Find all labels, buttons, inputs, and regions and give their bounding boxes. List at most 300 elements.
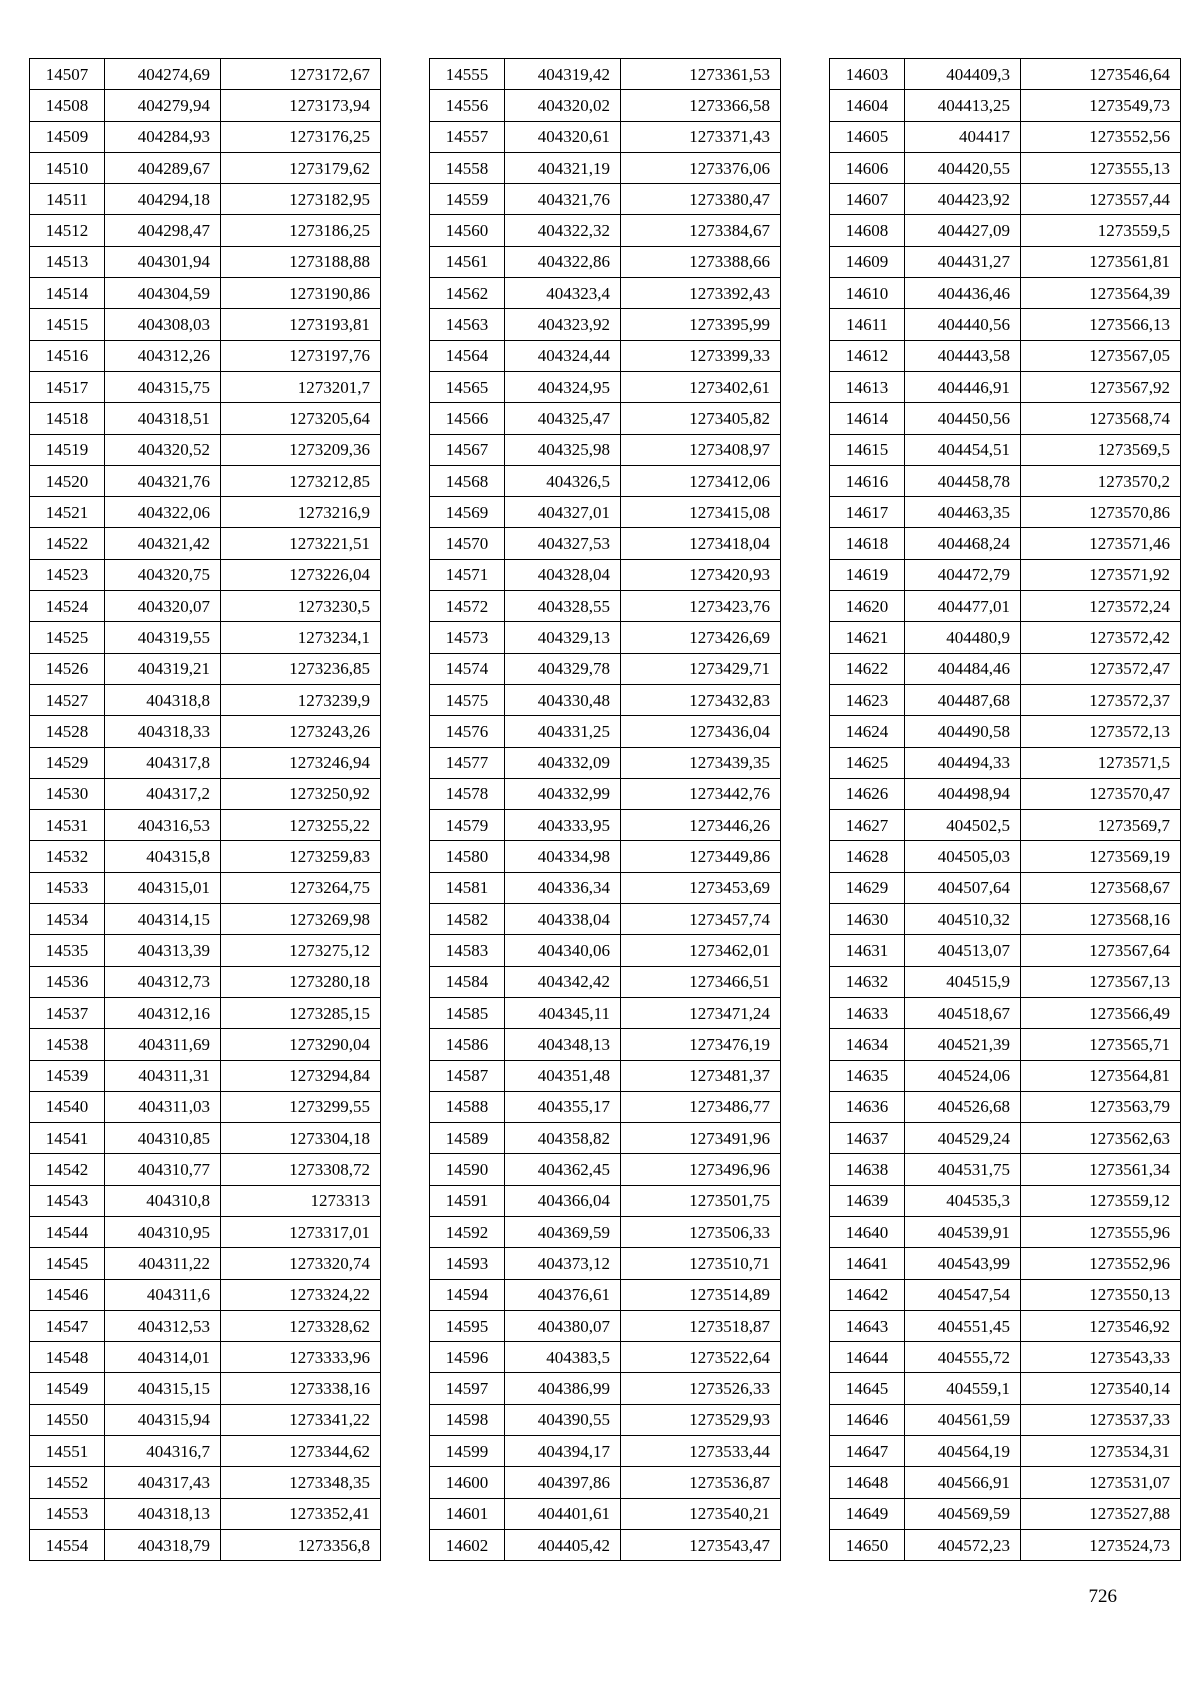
table-row	[30, 1091, 381, 1122]
y-coordinate-cell: 1273201,7	[221, 371, 381, 402]
x-coordinate-cell: 404314,01	[105, 1342, 221, 1373]
x-coordinate-cell: 404324,95	[505, 371, 621, 402]
y-coordinate-cell: 1273423,76	[621, 591, 781, 622]
point-number-cell: 14540	[30, 1091, 105, 1122]
y-coordinate-cell: 1273561,81	[1021, 246, 1181, 277]
x-coordinate-cell: 404315,15	[105, 1373, 221, 1404]
y-coordinate-cell: 1273402,61	[621, 371, 781, 402]
x-coordinate-cell: 404315,94	[105, 1404, 221, 1435]
y-coordinate-cell: 1273294,84	[221, 1060, 381, 1091]
y-coordinate-cell: 1273568,74	[1021, 403, 1181, 434]
x-coordinate-cell: 404535,3	[905, 1185, 1021, 1216]
x-coordinate-cell: 404317,2	[105, 778, 221, 809]
table-row	[830, 591, 1181, 622]
x-coordinate-cell: 404284,93	[105, 121, 221, 152]
point-number-cell: 14604	[830, 90, 905, 121]
y-coordinate-cell: 1273571,5	[1021, 747, 1181, 778]
table-row	[30, 278, 381, 309]
y-coordinate-cell: 1273344,62	[221, 1436, 381, 1467]
point-number-cell: 14566	[430, 403, 505, 434]
y-coordinate-cell: 1273193,81	[221, 309, 381, 340]
table-row	[30, 434, 381, 465]
table-row	[30, 1279, 381, 1310]
table-row	[430, 1342, 781, 1373]
y-coordinate-cell: 1273197,76	[221, 340, 381, 371]
point-number-cell: 14610	[830, 278, 905, 309]
point-number-cell: 14616	[830, 465, 905, 496]
x-coordinate-cell: 404320,02	[505, 90, 621, 121]
point-number-cell: 14517	[30, 371, 105, 402]
point-number-cell: 14508	[30, 90, 105, 121]
point-number-cell: 14561	[430, 246, 505, 277]
y-coordinate-cell: 1273531,07	[1021, 1467, 1181, 1498]
table-row	[830, 1123, 1181, 1154]
table-row	[430, 747, 781, 778]
table-row	[830, 371, 1181, 402]
table-row	[30, 1216, 381, 1247]
y-coordinate-cell: 1273501,75	[621, 1185, 781, 1216]
y-coordinate-cell: 1273549,73	[1021, 90, 1181, 121]
point-number-cell: 14526	[30, 653, 105, 684]
point-number-cell: 14625	[830, 747, 905, 778]
table-row	[830, 935, 1181, 966]
point-number-cell: 14577	[430, 747, 505, 778]
x-coordinate-cell: 404325,98	[505, 434, 621, 465]
y-coordinate-cell: 1273534,31	[1021, 1436, 1181, 1467]
table-row	[430, 966, 781, 997]
point-number-cell: 14645	[830, 1373, 905, 1404]
table-row	[430, 246, 781, 277]
table-row	[30, 371, 381, 402]
table-row	[30, 684, 381, 715]
point-number-cell: 14588	[430, 1091, 505, 1122]
point-number-cell: 14543	[30, 1185, 105, 1216]
y-coordinate-cell: 1273299,55	[221, 1091, 381, 1122]
point-number-cell: 14619	[830, 559, 905, 590]
point-number-cell: 14593	[430, 1248, 505, 1279]
table-row	[30, 1498, 381, 1529]
table-row	[430, 1060, 781, 1091]
point-number-cell: 14559	[430, 184, 505, 215]
point-number-cell: 14521	[30, 497, 105, 528]
table-row	[830, 747, 1181, 778]
y-coordinate-cell: 1273481,37	[621, 1060, 781, 1091]
y-coordinate-cell: 1273559,5	[1021, 215, 1181, 246]
x-coordinate-cell: 404345,11	[505, 997, 621, 1028]
y-coordinate-cell: 1273572,37	[1021, 684, 1181, 715]
x-coordinate-cell: 404487,68	[905, 684, 1021, 715]
y-coordinate-cell: 1273476,19	[621, 1029, 781, 1060]
x-coordinate-cell: 404543,99	[905, 1248, 1021, 1279]
x-coordinate-cell: 404409,3	[905, 59, 1021, 90]
x-coordinate-cell: 404366,04	[505, 1185, 621, 1216]
table-row	[430, 1091, 781, 1122]
table-row	[30, 747, 381, 778]
x-coordinate-cell: 404498,94	[905, 778, 1021, 809]
y-coordinate-cell: 1273371,43	[621, 121, 781, 152]
x-coordinate-cell: 404413,25	[905, 90, 1021, 121]
x-coordinate-cell: 404325,47	[505, 403, 621, 434]
y-coordinate-cell: 1273436,04	[621, 716, 781, 747]
point-number-cell: 14586	[430, 1029, 505, 1060]
table-row	[830, 1216, 1181, 1247]
table-row	[830, 1404, 1181, 1435]
y-coordinate-cell: 1273537,33	[1021, 1404, 1181, 1435]
table-row	[830, 152, 1181, 183]
y-coordinate-cell: 1273471,24	[621, 997, 781, 1028]
x-coordinate-cell: 404531,75	[905, 1154, 1021, 1185]
x-coordinate-cell: 404318,8	[105, 684, 221, 715]
table-row	[30, 1029, 381, 1060]
x-coordinate-cell: 404559,1	[905, 1373, 1021, 1404]
table-row	[430, 403, 781, 434]
table-row	[30, 309, 381, 340]
x-coordinate-cell: 404472,79	[905, 559, 1021, 590]
point-number-cell: 14589	[430, 1123, 505, 1154]
x-coordinate-cell: 404362,45	[505, 1154, 621, 1185]
table-row	[30, 1404, 381, 1435]
table-row	[30, 152, 381, 183]
table-row	[30, 1123, 381, 1154]
table-row	[430, 1216, 781, 1247]
table-row	[430, 1404, 781, 1435]
x-coordinate-cell: 404380,07	[505, 1310, 621, 1341]
point-number-cell: 14620	[830, 591, 905, 622]
table-row	[30, 1373, 381, 1404]
point-number-cell: 14609	[830, 246, 905, 277]
table-row	[430, 90, 781, 121]
table-row	[430, 810, 781, 841]
y-coordinate-cell: 1273526,33	[621, 1373, 781, 1404]
table-row	[830, 778, 1181, 809]
point-number-cell: 14632	[830, 966, 905, 997]
x-coordinate-cell: 404524,06	[905, 1060, 1021, 1091]
point-number-cell: 14596	[430, 1342, 505, 1373]
x-coordinate-cell: 404322,06	[105, 497, 221, 528]
x-coordinate-cell: 404311,6	[105, 1279, 221, 1310]
point-number-cell: 14631	[830, 935, 905, 966]
y-coordinate-cell: 1273466,51	[621, 966, 781, 997]
y-coordinate-cell: 1273563,79	[1021, 1091, 1181, 1122]
table-row	[830, 1498, 1181, 1529]
x-coordinate-cell: 404547,54	[905, 1279, 1021, 1310]
y-coordinate-cell: 1273179,62	[221, 152, 381, 183]
table-row	[830, 653, 1181, 684]
y-coordinate-cell: 1273418,04	[621, 528, 781, 559]
table-row	[830, 684, 1181, 715]
table-row	[430, 1529, 781, 1560]
x-coordinate-cell: 404311,69	[105, 1029, 221, 1060]
point-number-cell: 14611	[830, 309, 905, 340]
y-coordinate-cell: 1273304,18	[221, 1123, 381, 1154]
y-coordinate-cell: 1273426,69	[621, 622, 781, 653]
y-coordinate-cell: 1273173,94	[221, 90, 381, 121]
point-number-cell: 14578	[430, 778, 505, 809]
y-coordinate-cell: 1273457,74	[621, 904, 781, 935]
y-coordinate-cell: 1273317,01	[221, 1216, 381, 1247]
x-coordinate-cell: 404322,32	[505, 215, 621, 246]
point-number-cell: 14617	[830, 497, 905, 528]
x-coordinate-cell: 404376,61	[505, 1279, 621, 1310]
x-coordinate-cell: 404423,92	[905, 184, 1021, 215]
y-coordinate-cell: 1273226,04	[221, 559, 381, 590]
x-coordinate-cell: 404329,13	[505, 622, 621, 653]
table-row	[30, 935, 381, 966]
point-number-cell: 14520	[30, 465, 105, 496]
point-number-cell: 14544	[30, 1216, 105, 1247]
point-number-cell: 14531	[30, 810, 105, 841]
table-row	[30, 810, 381, 841]
y-coordinate-cell: 1273230,5	[221, 591, 381, 622]
table-row	[430, 559, 781, 590]
point-number-cell: 14584	[430, 966, 505, 997]
y-coordinate-cell: 1273356,8	[221, 1529, 381, 1560]
x-coordinate-cell: 404321,19	[505, 152, 621, 183]
point-number-cell: 14621	[830, 622, 905, 653]
point-number-cell: 14524	[30, 591, 105, 622]
point-number-cell: 14556	[430, 90, 505, 121]
y-coordinate-cell: 1273432,83	[621, 684, 781, 715]
page-number: 726	[1088, 1586, 1117, 1607]
table-row	[830, 1373, 1181, 1404]
x-coordinate-cell: 404390,55	[505, 1404, 621, 1435]
y-coordinate-cell: 1273570,47	[1021, 778, 1181, 809]
y-coordinate-cell: 1273320,74	[221, 1248, 381, 1279]
x-coordinate-cell: 404394,17	[505, 1436, 621, 1467]
x-coordinate-cell: 404289,67	[105, 152, 221, 183]
point-number-cell: 14569	[430, 497, 505, 528]
y-coordinate-cell: 1273333,96	[221, 1342, 381, 1373]
x-coordinate-cell: 404569,59	[905, 1498, 1021, 1529]
point-number-cell: 14603	[830, 59, 905, 90]
point-number-cell: 14638	[830, 1154, 905, 1185]
point-number-cell: 14608	[830, 215, 905, 246]
table-row	[30, 1467, 381, 1498]
point-number-cell: 14639	[830, 1185, 905, 1216]
y-coordinate-cell: 1273384,67	[621, 215, 781, 246]
table-row	[830, 1310, 1181, 1341]
coordinate-table-1	[29, 58, 381, 1561]
x-coordinate-cell: 404450,56	[905, 403, 1021, 434]
point-number-cell: 14560	[430, 215, 505, 246]
y-coordinate-cell: 1273572,24	[1021, 591, 1181, 622]
y-coordinate-cell: 1273555,96	[1021, 1216, 1181, 1247]
y-coordinate-cell: 1273567,05	[1021, 340, 1181, 371]
x-coordinate-cell: 404566,91	[905, 1467, 1021, 1498]
y-coordinate-cell: 1273246,94	[221, 747, 381, 778]
x-coordinate-cell: 404510,32	[905, 904, 1021, 935]
table-row	[30, 121, 381, 152]
y-coordinate-cell: 1273338,16	[221, 1373, 381, 1404]
table-row	[430, 184, 781, 215]
y-coordinate-cell: 1273570,2	[1021, 465, 1181, 496]
point-number-cell: 14592	[430, 1216, 505, 1247]
point-number-cell: 14548	[30, 1342, 105, 1373]
table-row	[430, 59, 781, 90]
table-row	[430, 215, 781, 246]
table-row	[430, 278, 781, 309]
x-coordinate-cell: 404446,91	[905, 371, 1021, 402]
table-row	[30, 90, 381, 121]
table-row	[30, 497, 381, 528]
point-number-cell: 14536	[30, 966, 105, 997]
x-coordinate-cell: 404310,8	[105, 1185, 221, 1216]
table-row	[830, 997, 1181, 1028]
x-coordinate-cell: 404317,8	[105, 747, 221, 778]
y-coordinate-cell: 1273522,64	[621, 1342, 781, 1373]
table-row	[830, 559, 1181, 590]
x-coordinate-cell: 404322,86	[505, 246, 621, 277]
point-number-cell: 14542	[30, 1154, 105, 1185]
y-coordinate-cell: 1273571,92	[1021, 559, 1181, 590]
x-coordinate-cell: 404369,59	[505, 1216, 621, 1247]
table-row	[430, 1154, 781, 1185]
point-number-cell: 14532	[30, 841, 105, 872]
point-number-cell: 14624	[830, 716, 905, 747]
x-coordinate-cell: 404328,55	[505, 591, 621, 622]
point-number-cell: 14591	[430, 1185, 505, 1216]
table-row	[430, 497, 781, 528]
point-number-cell: 14528	[30, 716, 105, 747]
x-coordinate-cell: 404312,16	[105, 997, 221, 1028]
point-number-cell: 14553	[30, 1498, 105, 1529]
point-number-cell: 14530	[30, 778, 105, 809]
table-row	[830, 215, 1181, 246]
x-coordinate-cell: 404334,98	[505, 841, 621, 872]
point-number-cell: 14581	[430, 872, 505, 903]
y-coordinate-cell: 1273188,88	[221, 246, 381, 277]
y-coordinate-cell: 1273566,13	[1021, 309, 1181, 340]
table-row	[830, 90, 1181, 121]
y-coordinate-cell: 1273568,16	[1021, 904, 1181, 935]
point-number-cell: 14507	[30, 59, 105, 90]
x-coordinate-cell: 404327,53	[505, 528, 621, 559]
y-coordinate-cell: 1273561,34	[1021, 1154, 1181, 1185]
table-row	[30, 340, 381, 371]
table-row	[830, 121, 1181, 152]
point-number-cell: 14587	[430, 1060, 505, 1091]
y-coordinate-cell: 1273341,22	[221, 1404, 381, 1435]
point-number-cell: 14613	[830, 371, 905, 402]
y-coordinate-cell: 1273564,39	[1021, 278, 1181, 309]
table-row	[830, 810, 1181, 841]
x-coordinate-cell: 404298,47	[105, 215, 221, 246]
x-coordinate-cell: 404515,9	[905, 966, 1021, 997]
point-number-cell: 14585	[430, 997, 505, 1028]
y-coordinate-cell: 1273552,56	[1021, 121, 1181, 152]
table-row	[430, 778, 781, 809]
table-row	[830, 1060, 1181, 1091]
table-row	[30, 653, 381, 684]
table-row	[30, 1060, 381, 1091]
point-number-cell: 14554	[30, 1529, 105, 1560]
point-number-cell: 14552	[30, 1467, 105, 1498]
x-coordinate-cell: 404572,23	[905, 1529, 1021, 1560]
y-coordinate-cell: 1273546,64	[1021, 59, 1181, 90]
table-row	[430, 716, 781, 747]
table-row	[30, 1248, 381, 1279]
x-coordinate-cell: 404316,53	[105, 810, 221, 841]
point-number-cell: 14535	[30, 935, 105, 966]
point-number-cell: 14606	[830, 152, 905, 183]
table-row	[30, 622, 381, 653]
x-coordinate-cell: 404494,33	[905, 747, 1021, 778]
y-coordinate-cell: 1273540,14	[1021, 1373, 1181, 1404]
table-row	[830, 716, 1181, 747]
table-row	[430, 1248, 781, 1279]
x-coordinate-cell: 404397,86	[505, 1467, 621, 1498]
table-row	[430, 309, 781, 340]
y-coordinate-cell: 1273518,87	[621, 1310, 781, 1341]
y-coordinate-cell: 1273567,64	[1021, 935, 1181, 966]
table-row	[30, 1185, 381, 1216]
point-number-cell: 14601	[430, 1498, 505, 1529]
table-row	[430, 152, 781, 183]
y-coordinate-cell: 1273510,71	[621, 1248, 781, 1279]
table-row	[30, 184, 381, 215]
y-coordinate-cell: 1273550,13	[1021, 1279, 1181, 1310]
x-coordinate-cell: 404373,12	[505, 1248, 621, 1279]
y-coordinate-cell: 1273182,95	[221, 184, 381, 215]
y-coordinate-cell: 1273506,33	[621, 1216, 781, 1247]
x-coordinate-cell: 404324,44	[505, 340, 621, 371]
point-number-cell: 14595	[430, 1310, 505, 1341]
table-row	[30, 59, 381, 90]
table-row	[430, 528, 781, 559]
x-coordinate-cell: 404440,56	[905, 309, 1021, 340]
y-coordinate-cell: 1273514,89	[621, 1279, 781, 1310]
point-number-cell: 14641	[830, 1248, 905, 1279]
x-coordinate-cell: 404336,34	[505, 872, 621, 903]
x-coordinate-cell: 404318,33	[105, 716, 221, 747]
x-coordinate-cell: 404539,91	[905, 1216, 1021, 1247]
x-coordinate-cell: 404490,58	[905, 716, 1021, 747]
y-coordinate-cell: 1273462,01	[621, 935, 781, 966]
table-row	[830, 1248, 1181, 1279]
y-coordinate-cell: 1273205,64	[221, 403, 381, 434]
x-coordinate-cell: 404358,82	[505, 1123, 621, 1154]
y-coordinate-cell: 1273569,7	[1021, 810, 1181, 841]
point-number-cell: 14627	[830, 810, 905, 841]
y-coordinate-cell: 1273572,42	[1021, 622, 1181, 653]
x-coordinate-cell: 404319,42	[505, 59, 621, 90]
table-row	[430, 1498, 781, 1529]
point-number-cell: 14545	[30, 1248, 105, 1279]
y-coordinate-cell: 1273255,22	[221, 810, 381, 841]
y-coordinate-cell: 1273567,13	[1021, 966, 1181, 997]
y-coordinate-cell: 1273405,82	[621, 403, 781, 434]
y-coordinate-cell: 1273546,92	[1021, 1310, 1181, 1341]
y-coordinate-cell: 1273543,47	[621, 1529, 781, 1560]
x-coordinate-cell: 404338,04	[505, 904, 621, 935]
point-number-cell: 14637	[830, 1123, 905, 1154]
x-coordinate-cell: 404521,39	[905, 1029, 1021, 1060]
y-coordinate-cell: 1273571,46	[1021, 528, 1181, 559]
y-coordinate-cell: 1273536,87	[621, 1467, 781, 1498]
point-number-cell: 14635	[830, 1060, 905, 1091]
y-coordinate-cell: 1273429,71	[621, 653, 781, 684]
point-number-cell: 14590	[430, 1154, 505, 1185]
table-row	[430, 684, 781, 715]
table-row	[30, 966, 381, 997]
point-number-cell: 14514	[30, 278, 105, 309]
table-row	[30, 1436, 381, 1467]
table-row	[430, 1373, 781, 1404]
y-coordinate-cell: 1273186,25	[221, 215, 381, 246]
x-coordinate-cell: 404315,8	[105, 841, 221, 872]
point-number-cell: 14522	[30, 528, 105, 559]
x-coordinate-cell: 404274,69	[105, 59, 221, 90]
